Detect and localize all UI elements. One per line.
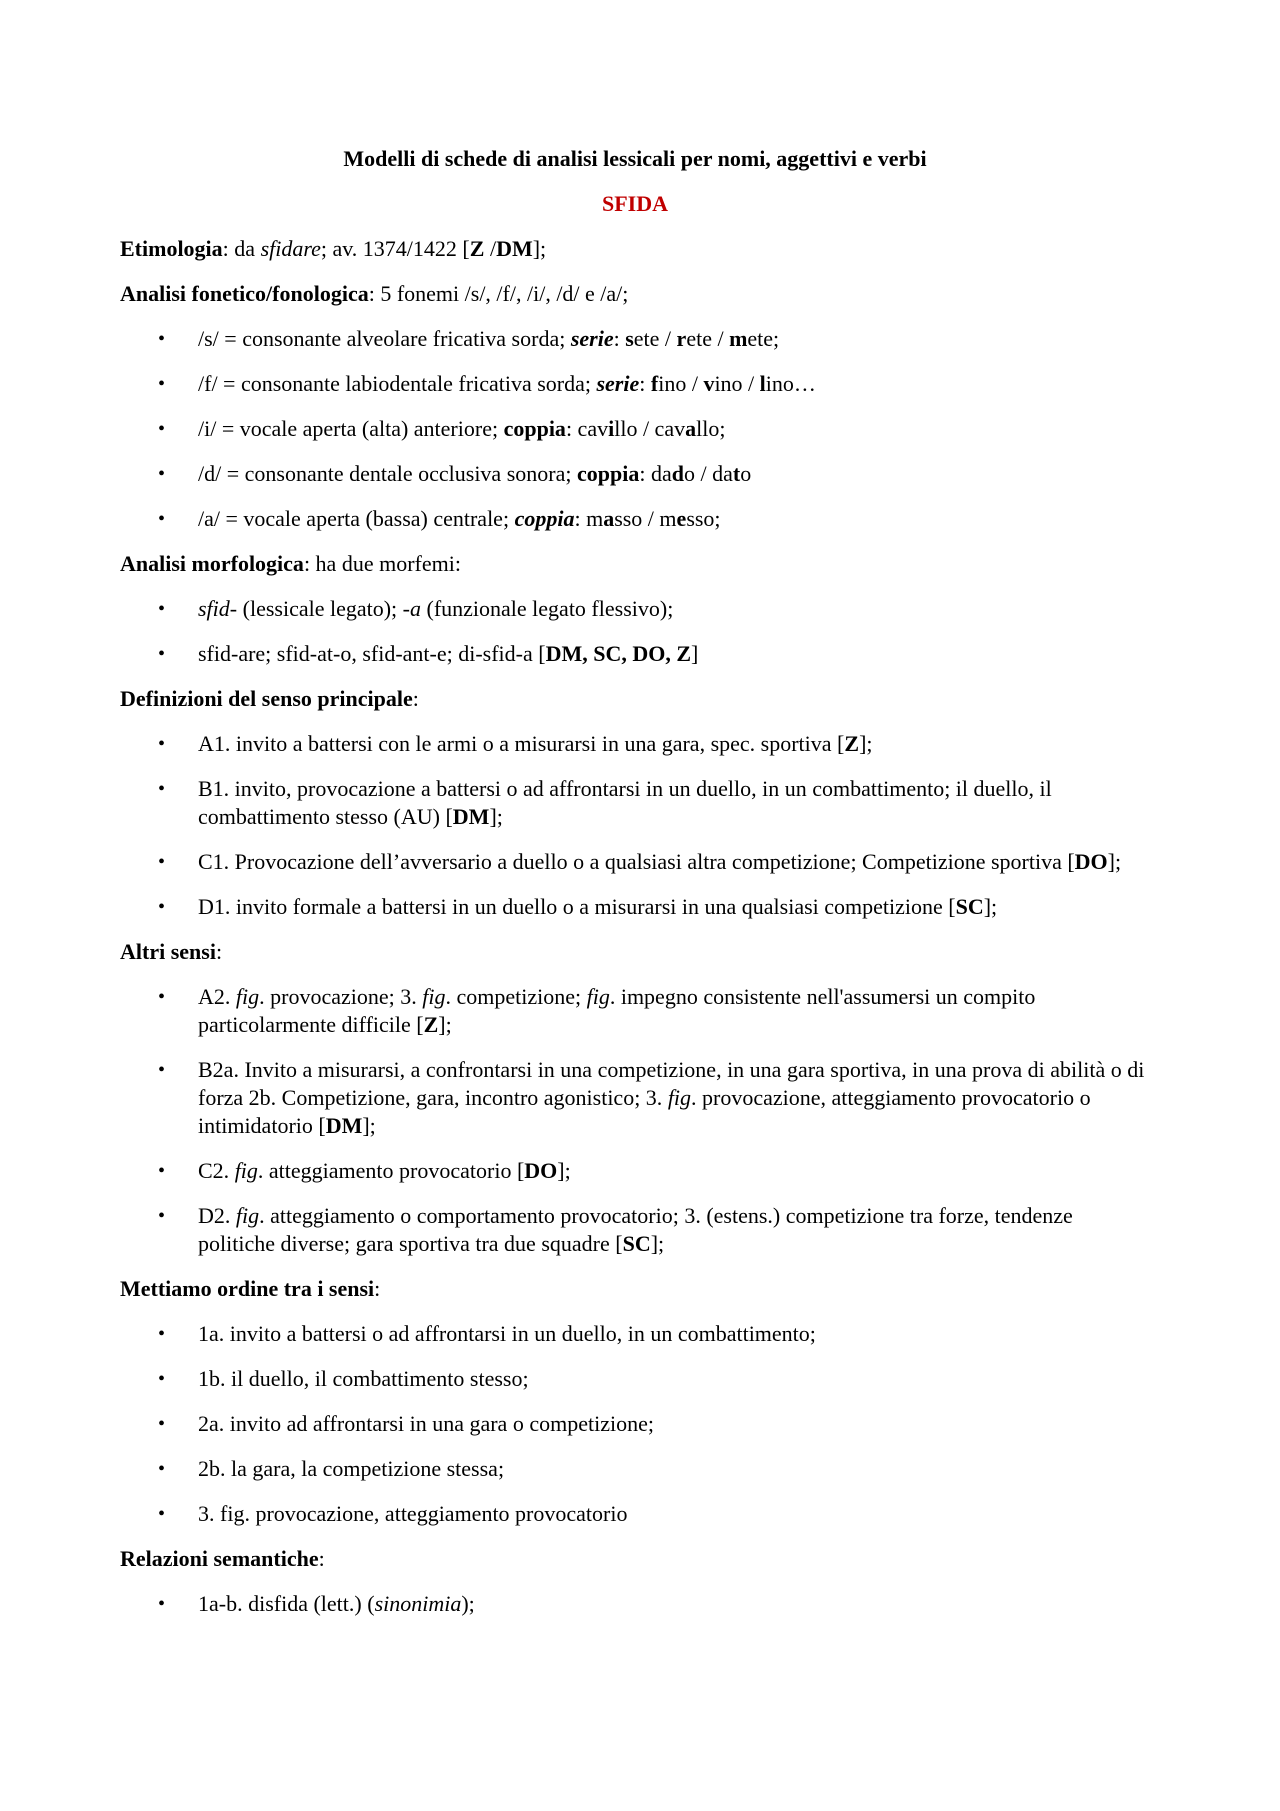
list-item [120, 460, 1150, 488]
text: : ha due morfemi: [303, 551, 461, 576]
etimologia-heading: Etimologia [120, 236, 223, 261]
list-item [120, 893, 1150, 921]
text: ]; [489, 804, 503, 829]
bullet-icon: • [158, 508, 166, 530]
text: fig [235, 984, 260, 1009]
altri-sensi-list [120, 983, 1150, 1258]
text: l [759, 371, 766, 396]
text: sso / m [614, 506, 677, 531]
fonetica-list [120, 325, 1150, 533]
list-item [120, 1590, 1150, 1618]
text: : [412, 686, 419, 711]
text: /a/ = vocale aperta (bassa) centrale; [198, 506, 515, 531]
bullet-icon: • [158, 373, 166, 395]
source-tag: DM [452, 804, 490, 829]
text: fig [422, 984, 446, 1009]
bullet-icon: • [158, 986, 166, 1008]
text: C1. Provocazione dell’avversario a duello o a qualsiasi altra competizione; Competizione sportiva [ [198, 849, 1075, 874]
text: (lessicale legato); [237, 596, 403, 621]
bullet-icon: • [158, 1458, 166, 1480]
list-item [120, 983, 1150, 1039]
text: A1. invito a battersi con le armi o a misurarsi in una gara, spec. sportiva [ [198, 731, 845, 756]
text: f [650, 371, 659, 396]
list-item [120, 325, 1150, 353]
list-item [120, 1202, 1150, 1258]
text: d [671, 461, 684, 486]
text: . competizione; [445, 984, 587, 1009]
text: 2b. la gara, la competizione stessa; [198, 1456, 505, 1481]
definizioni-heading: Definizioni del senso principale [120, 686, 413, 711]
text: : [374, 1276, 381, 1301]
source-tag: DM, SC, DO, Z [545, 641, 692, 666]
text: serie [570, 326, 614, 351]
text: /f/ = consonante labiodentale fricativa sorda; [198, 371, 597, 396]
bullet-icon: • [158, 1160, 166, 1182]
text: / [484, 236, 497, 261]
text: ]; [859, 731, 873, 756]
source-tag: SC [955, 894, 984, 919]
text: s [625, 326, 634, 351]
source-tag: Z [469, 236, 485, 261]
text: sinonimia [374, 1591, 462, 1616]
bullet-icon: • [158, 896, 166, 918]
bullet-icon: • [158, 1205, 166, 1227]
headword: SFIDA [601, 191, 668, 216]
text: 2a. invito ad affrontarsi in una gara o competizione; [198, 1411, 654, 1436]
text: llo; [696, 416, 726, 441]
fonetica-paragraph [120, 280, 1150, 308]
text: ete; [747, 326, 780, 351]
bullet-icon: • [158, 1593, 166, 1615]
document-page [120, 145, 1150, 1618]
text: C2. [198, 1158, 235, 1183]
text: ino… [765, 371, 816, 396]
source-tag: DO [524, 1158, 558, 1183]
list-item [120, 1500, 1150, 1528]
text: B1. invito, provocazione a battersi o ad affrontarsi in un duello, in un combattimento; il duello, il combattimento stesso (AU) [ [198, 776, 1052, 829]
text: : [318, 1546, 325, 1571]
relazioni-list [120, 1590, 1150, 1618]
bullet-icon: • [158, 778, 166, 800]
text: ; av. 1374/1422 [ [320, 236, 470, 261]
text: serie [596, 371, 640, 396]
text: a [685, 416, 697, 441]
text: fig [235, 1203, 260, 1228]
text: a [603, 506, 615, 531]
text: fig [586, 984, 610, 1009]
text: : 5 fonemi /s/, /f/, /i/, /d/ e /a/; [368, 281, 629, 306]
bullet-icon: • [158, 1323, 166, 1345]
text: B2a. Invito a misurarsi, a confrontarsi in una competizione, in una gara sportiva, in una prova di abilità o di forza 2b. Competizione, gara, incontro agonistico; 3. [198, 1057, 1145, 1110]
definizioni-paragraph [120, 685, 1150, 713]
morfologia-heading: Analisi morfologica [120, 551, 304, 576]
altri-sensi-paragraph [120, 938, 1150, 966]
text: D1. invito formale a battersi in un duello o a misurarsi in una qualsiasi competizione [ [198, 894, 956, 919]
bullet-icon: • [158, 463, 166, 485]
text: sfid-are; sfid-at-o, sfid-ant-e; di-sfid-a [ [198, 641, 546, 666]
bullet-icon: • [158, 1368, 166, 1390]
text: . atteggiamento o comportamento provocatorio; 3. (estens.) competizione tra forze, tendenze politiche diverse; gara sportiva tra due squadre [ [198, 1203, 1073, 1256]
text: -a [402, 596, 421, 621]
bullet-icon: • [158, 733, 166, 755]
text: ]; [983, 894, 998, 919]
list-item [120, 1455, 1150, 1483]
text: ino / [658, 371, 704, 396]
text: : da [639, 461, 672, 486]
list-item [120, 1320, 1150, 1348]
text: t [732, 461, 741, 486]
text: A2. [198, 984, 236, 1009]
text: ]; [438, 1012, 452, 1037]
bullet-icon: • [158, 418, 166, 440]
text: /i/ = vocale aperta (alta) anteriore; [198, 416, 504, 441]
text: o / da [683, 461, 733, 486]
bullet-icon: • [158, 328, 166, 350]
text: ); [461, 1591, 475, 1616]
list-item [120, 370, 1150, 398]
relazioni-heading: Relazioni semantiche [120, 1546, 319, 1571]
text: : da [222, 236, 261, 261]
text: o [740, 461, 752, 486]
text: : [639, 371, 651, 396]
text: 1a. invito a battersi o ad affrontarsi in un duello, in un combattimento; [198, 1321, 816, 1346]
text: ino / [714, 371, 760, 396]
text: ]; [557, 1158, 571, 1183]
bullet-icon: • [158, 1413, 166, 1435]
text: fig [667, 1085, 692, 1110]
text: 1b. il duello, il combattimento stesso; [198, 1366, 529, 1391]
definizioni-list [120, 730, 1150, 921]
text: . provocazione, atteggiamento provocatorio o intimidatorio [ [198, 1085, 1091, 1138]
text: sfidare [260, 236, 321, 261]
text: : [613, 326, 626, 351]
text: . atteggiamento provocatorio [ [257, 1158, 525, 1183]
text: coppia [503, 416, 566, 441]
text: r [676, 326, 687, 351]
text: : cav [565, 416, 609, 441]
text: ]; [650, 1231, 665, 1256]
altri-sensi-heading: Altri sensi [120, 939, 216, 964]
text: D2. [198, 1203, 236, 1228]
text: ]; [1107, 849, 1122, 874]
text: ]; [532, 236, 547, 261]
list-item [120, 730, 1150, 758]
list-item [120, 505, 1150, 533]
bullet-icon: • [158, 1503, 166, 1525]
list-item [120, 848, 1150, 876]
list-item [120, 595, 1150, 623]
text: e [676, 506, 687, 531]
list-item [120, 1056, 1150, 1140]
list-item [120, 1410, 1150, 1438]
text: /s/ = consonante alveolare fricativa sorda; [198, 326, 571, 351]
list-item [120, 775, 1150, 831]
text: 3. fig. provocazione, atteggiamento provocatorio [198, 1501, 628, 1526]
source-tag: Z [423, 1012, 439, 1037]
ordine-list [120, 1320, 1150, 1528]
text: 1a-b. disfida (lett.) ( [198, 1591, 375, 1616]
morfologia-list [120, 595, 1150, 668]
text: llo / cav [614, 416, 686, 441]
bullet-icon: • [158, 643, 166, 665]
text: : [215, 939, 223, 964]
text: . impegno consistente nell'assumersi un compito particolarmente difficile [ [198, 984, 1036, 1037]
etimologia-paragraph [120, 235, 1150, 263]
ordine-paragraph [120, 1275, 1150, 1303]
text: coppia [576, 461, 640, 486]
text: ete / [633, 326, 677, 351]
fonetica-heading: Analisi fonetico/fonologica [120, 281, 369, 306]
text: (funzionale legato flessivo); [421, 596, 674, 621]
text: m [729, 326, 748, 351]
morfologia-paragraph [120, 550, 1150, 578]
bullet-icon: • [158, 598, 166, 620]
list-item [120, 1365, 1150, 1393]
bullet-icon: • [158, 1059, 166, 1081]
text: sso; [686, 506, 721, 531]
text: : m [574, 506, 604, 531]
source-tag: Z [844, 731, 860, 756]
text: /d/ = consonante dentale occlusiva sonora; [198, 461, 577, 486]
source-tag: DO [1074, 849, 1108, 874]
text: v [703, 371, 715, 396]
source-tag: DM [325, 1113, 363, 1138]
text: i [608, 416, 615, 441]
bullet-icon: • [158, 851, 166, 873]
list-item [120, 640, 1150, 668]
document-title: Modelli di schede di analisi lessicali per nomi, aggettivi e verbi [343, 146, 927, 171]
source-tag: DM [496, 236, 533, 261]
text: ] [691, 641, 699, 666]
relazioni-paragraph [120, 1545, 1150, 1573]
list-item [120, 1157, 1150, 1185]
text: fig [234, 1158, 258, 1183]
text: . provocazione; 3. [259, 984, 423, 1009]
text: coppia [514, 506, 575, 531]
list-item [120, 415, 1150, 443]
text: sfid- [198, 596, 238, 621]
text: ]; [362, 1113, 376, 1138]
source-tag: SC [622, 1231, 651, 1256]
ordine-heading: Mettiamo ordine tra i sensi [120, 1276, 375, 1301]
text: ete / [686, 326, 730, 351]
